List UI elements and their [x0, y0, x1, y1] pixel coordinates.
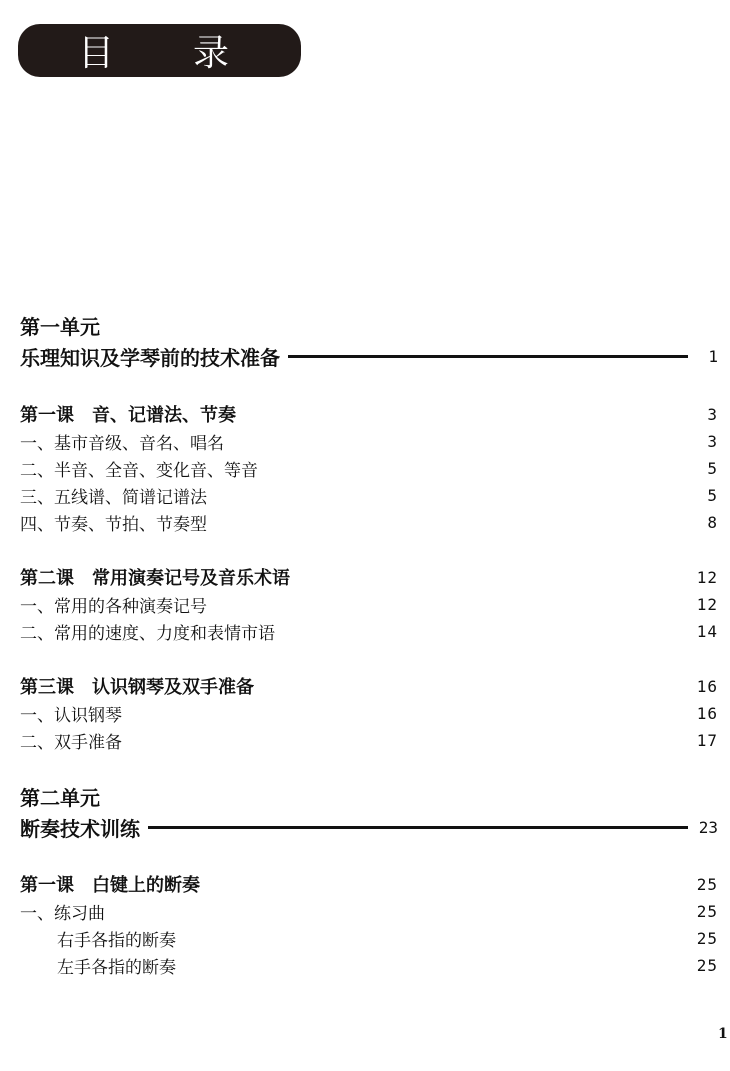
lesson-entry[interactable]: [20, 565, 718, 589]
toc-subitem[interactable]: [20, 926, 718, 950]
unit-2-name: 断奏技术训练: [20, 816, 140, 841]
toc-item[interactable]: [20, 456, 718, 480]
lesson-title: 第三课 认识钢琴及双手准备: [20, 677, 254, 698]
item-page: 14: [696, 621, 718, 641]
lesson-page: 3: [707, 404, 718, 424]
toc-item[interactable]: [20, 899, 718, 923]
toc-title: [18, 24, 301, 77]
item-title: 二、半音、全音、变化音、等音: [20, 460, 258, 481]
toc-item[interactable]: [20, 619, 718, 643]
toc-title-banner: [18, 24, 301, 77]
unit-1-entry[interactable]: [20, 343, 718, 369]
unit-1-label: 第一单元: [20, 315, 100, 339]
lesson-entry[interactable]: [20, 872, 718, 896]
item-page: 16: [696, 703, 718, 723]
unit-1-page: 1: [708, 346, 718, 366]
toc-item[interactable]: [20, 483, 718, 507]
item-page: 12: [696, 594, 718, 614]
item-title: 一、常用的各种演奏记号: [20, 596, 207, 617]
lesson-title: 第一课 音、记谱法、节奏: [20, 405, 236, 426]
unit-2-page: 23: [698, 817, 718, 837]
lesson-title: 第一课 白键上的断奏: [20, 875, 200, 896]
item-title: 一、认识钢琴: [20, 705, 122, 726]
lesson-page: 16: [696, 676, 718, 696]
item-page: 17: [696, 730, 718, 750]
item-title: 二、双手准备: [20, 732, 122, 753]
toc-item[interactable]: [20, 510, 718, 534]
unit-1-name: 乐理知识及学琴前的技术准备: [20, 345, 280, 370]
unit-2-label: 第二单元: [20, 786, 100, 810]
toc-item[interactable]: [20, 592, 718, 616]
lesson-title: 第二课 常用演奏记号及音乐术语: [20, 568, 290, 589]
subitem-page: 25: [696, 928, 718, 948]
item-page: 5: [707, 458, 718, 478]
leader-line: [148, 826, 688, 829]
subitem-page: 25: [696, 955, 718, 975]
subitem-title: 右手各指的断奏: [57, 930, 176, 951]
item-title: 二、常用的速度、力度和表情市语: [20, 623, 275, 644]
item-title: 一、基市音级、音名、唱名: [20, 433, 224, 454]
toc-title-char-1: 目: [78, 33, 115, 74]
toc-subitem[interactable]: [20, 953, 718, 977]
leader-line: [288, 355, 688, 358]
item-page: 5: [707, 485, 718, 505]
toc-item[interactable]: [20, 728, 718, 752]
toc-item[interactable]: [20, 429, 718, 453]
toc-title-char-2: 录: [193, 33, 230, 74]
lesson-page: 25: [696, 874, 718, 894]
lesson-entry[interactable]: [20, 402, 718, 426]
item-title: 四、节奏、节拍、节奏型: [20, 514, 207, 535]
item-title: 三、五线谱、简谱记谱法: [20, 487, 207, 508]
item-title: 一、练习曲: [20, 903, 105, 924]
lesson-page: 12: [696, 567, 718, 587]
item-page: 8: [707, 512, 718, 532]
page-number: 1: [718, 1026, 728, 1042]
lesson-entry[interactable]: [20, 674, 718, 698]
subitem-title: 左手各指的断奏: [57, 957, 176, 978]
toc-item[interactable]: [20, 701, 718, 725]
unit-2-entry[interactable]: [20, 814, 718, 840]
item-page: 3: [707, 431, 718, 451]
item-page: 25: [696, 901, 718, 921]
